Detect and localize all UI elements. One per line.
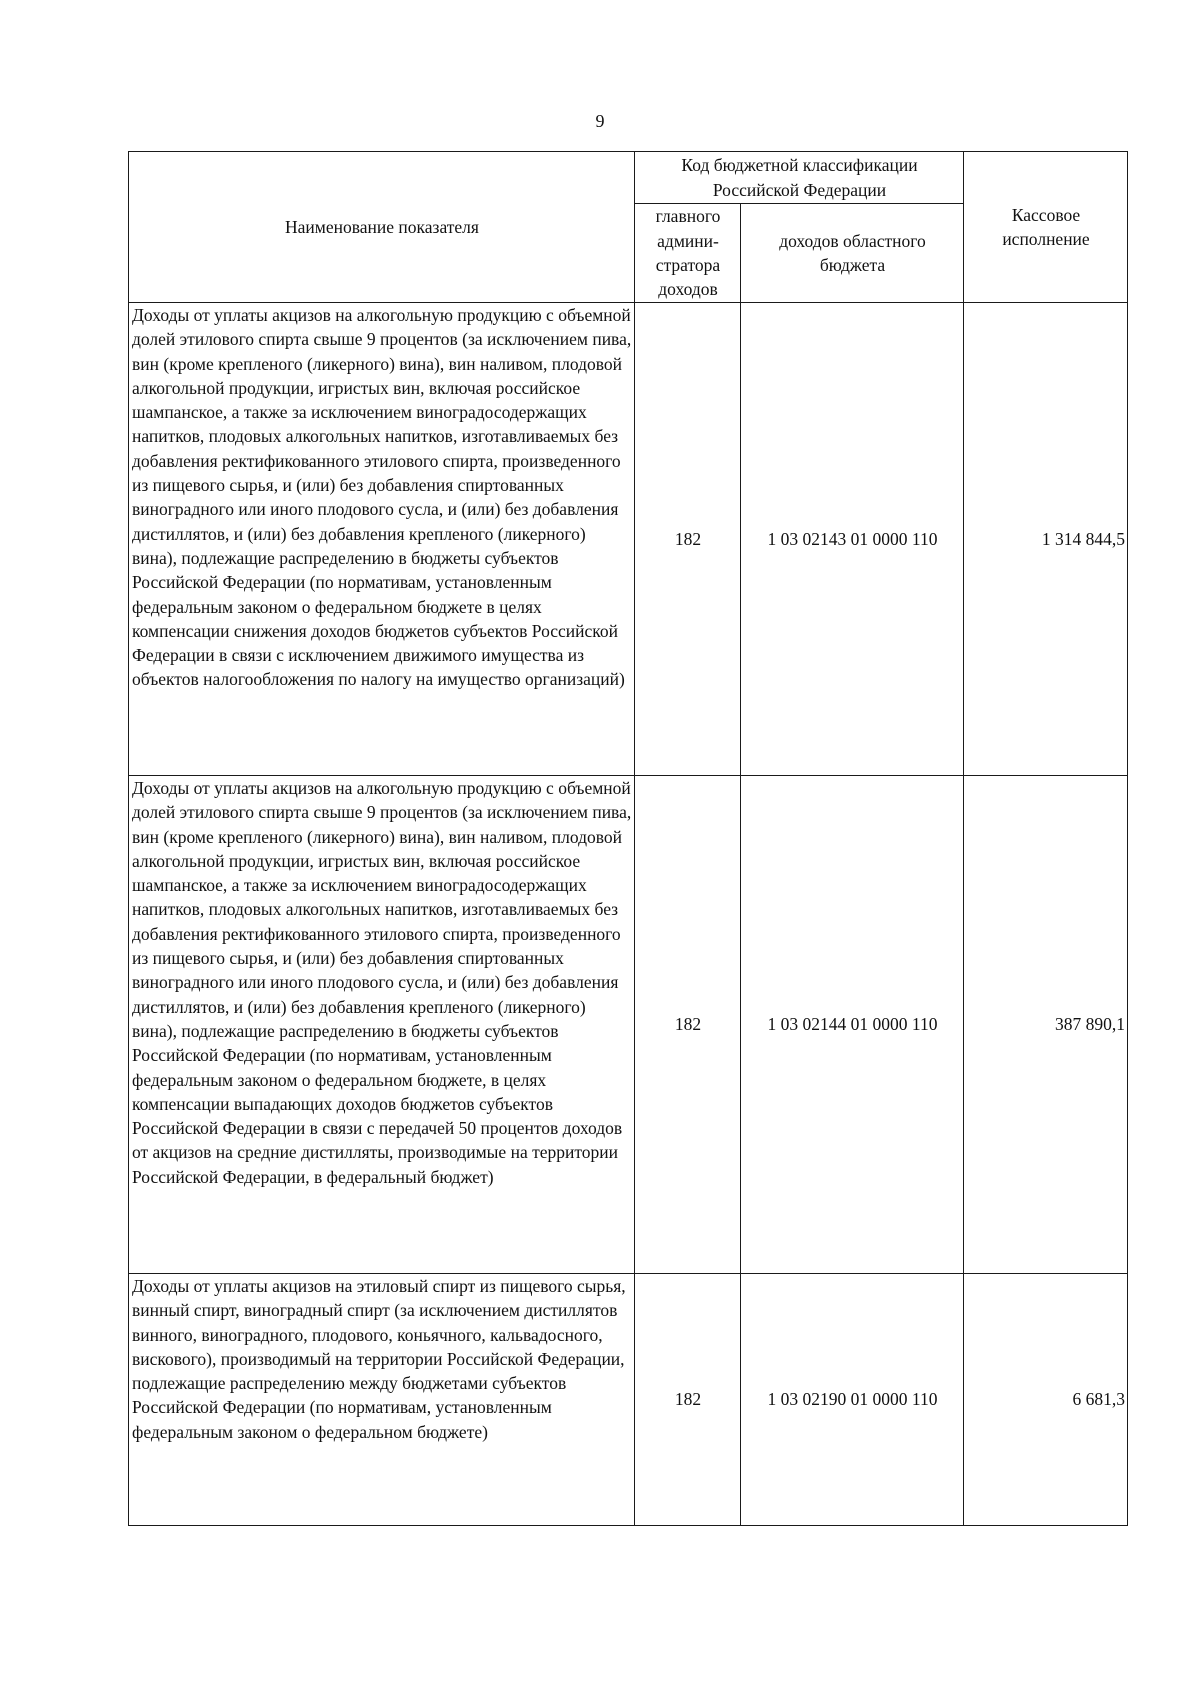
header-admin-line-2: админи-	[657, 230, 719, 251]
header-admin-line-4: доходов	[658, 279, 718, 300]
row-indicator-name: Доходы от уплаты акцизов на этиловый спирт из пищевого сырья, винный спирт, виноградный спирт (за исключением дистиллятов винного, виноградного, плодового, коньячного, кальвадосного, вискового), производимый на территории Российской Федерации, подлежащие распределению между бюджетами субъектов Российской Федерации (по нормативам, установленным федеральным законом о федеральном бюджете)	[129, 1274, 635, 1526]
table-row	[129, 1274, 1128, 1526]
row-indicator-name: Доходы от уплаты акцизов на алкогольную продукцию с объемной долей этилового спирта свыше 9 процентов (за исключением пива, вин (кроме крепленого (ликерного) вина), вин наливом, плодовой алкогольной продукции, игристых вин, включая российское шампанское, а также за исключением виноградосодержащих напитков, плодовых алкогольных напитков, изготавливаемых без добавления ректификованного этилового спирта, произведенного из пищевого сырья, и (или) без добавления спиртованных виноградного или иного плодового сусла, и (или) без добавления дистиллятов, и (или) без добавления крепленого (ликерного) вина), подлежащие распределению в бюджеты субъектов Российской Федерации (по нормативам, установленным федеральным законом о федеральном бюджете, в целях компенсации выпадающих доходов бюджетов субъектов Российской Федерации в связи с передачей 50 процентов доходов от акцизов на средние дистилляты, производимые на территории Российской Федерации, в федеральный бюджет)	[129, 776, 635, 1274]
row-admin-code: 182	[635, 303, 741, 776]
header-code-line-1: доходов областного	[779, 230, 926, 251]
table-row	[129, 776, 1128, 1274]
budget-revenue-table	[128, 151, 1128, 1526]
row-indicator-name: Доходы от уплаты акцизов на алкогольную продукцию с объемной долей этилового спирта свыше 9 процентов (за исключением пива, вин (кроме крепленого (ликерного) вина), вин наливом, плодовой алкогольной продукции, игристых вин, включая российское шампанское, а также за исключением виноградосодержащих напитков, плодовых алкогольных напитков, изготавливаемых без добавления ректификованного этилового спирта, произведенного из пищевого сырья, и (или) без добавления спиртованных виноградного или иного плодового сусла, и (или) без добавления дистиллятов, и (или) без добавления крепленого (ликерного) вина), подлежащие распределению в бюджеты субъектов Российской Федерации (по нормативам, установленным федеральным законом о федеральном бюджете в целях компенсации снижения доходов бюджетов субъектов Российской Федерации в связи с исключением движимого имущества из объектов налогообложения по налогу на имущество организаций)	[129, 303, 635, 776]
row-budget-code: 1 03 02143 01 0000 110	[741, 303, 964, 776]
header-chief-administrator	[635, 204, 741, 303]
row-cash-execution: 1 314 844,5	[964, 303, 1128, 776]
row-cash-execution: 387 890,1	[964, 776, 1128, 1274]
header-row-top	[129, 152, 1128, 204]
row-budget-code: 1 03 02190 01 0000 110	[741, 1274, 964, 1526]
header-code-line-2: бюджета	[819, 255, 886, 275]
header-admin-line-1: главного	[655, 206, 721, 227]
row-budget-code: 1 03 02144 01 0000 110	[741, 776, 964, 1274]
row-admin-code: 182	[635, 1274, 741, 1526]
header-cash-execution-line-2: исполнение	[1002, 229, 1090, 249]
header-indicator-name: Наименование показателя	[129, 152, 635, 303]
table-row	[129, 303, 1128, 776]
header-regional-budget-code	[741, 204, 964, 303]
header-cash-execution-line-1: Кассовое	[1011, 204, 1081, 225]
page-number: 9	[595, 111, 605, 131]
header-classification-code: Код бюджетной классификации Российской Федерации	[635, 152, 964, 204]
row-admin-code: 182	[635, 776, 741, 1274]
row-cash-execution: 6 681,3	[964, 1274, 1128, 1526]
header-admin-line-3: стратора	[655, 255, 721, 275]
header-cash-execution	[964, 152, 1128, 303]
